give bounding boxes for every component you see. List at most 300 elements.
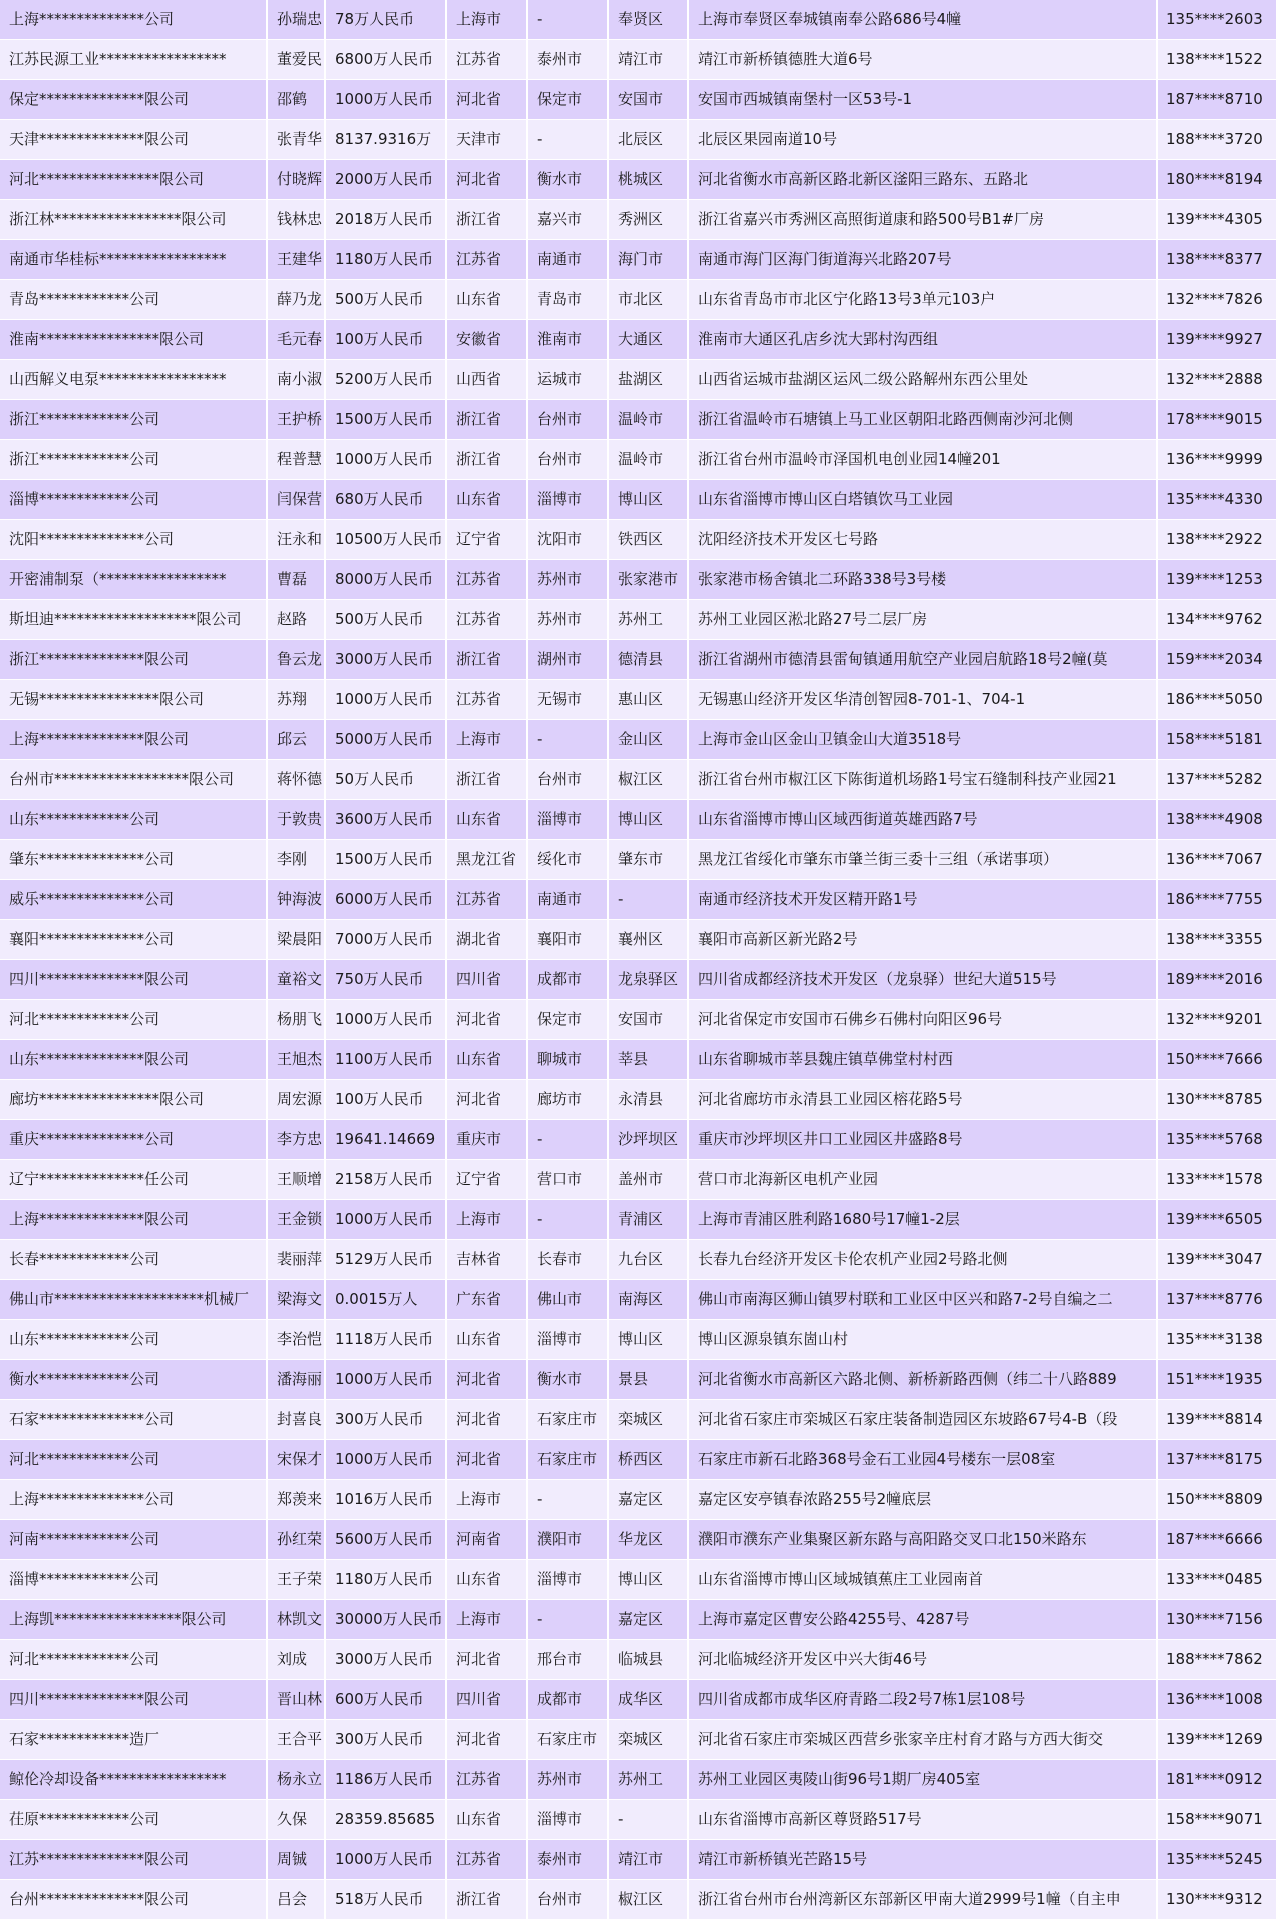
company-cell[interactable]: 廊坊****************限公司	[0, 1080, 267, 1120]
capital-cell[interactable]: 1180万人民币	[325, 240, 446, 280]
legal-rep-cell[interactable]: 张青华	[267, 120, 325, 160]
table-row[interactable]	[0, 1280, 1277, 1320]
phone-cell[interactable]: 132****7826	[1157, 280, 1277, 320]
company-cell[interactable]: 青岛************公司	[0, 280, 267, 320]
address-cell[interactable]: 上海市金山区金山卫镇金山大道3518号	[688, 720, 1157, 760]
table-row[interactable]	[0, 1480, 1277, 1520]
phone-cell[interactable]: 137****8175	[1157, 1440, 1277, 1480]
address-cell[interactable]: 南通市海门区海门街道海兴北路207号	[688, 240, 1157, 280]
address-cell[interactable]: 河北省石家庄市栾城区石家庄装备制造园区东坡路67号4-B（段	[688, 1400, 1157, 1440]
district-cell[interactable]: 温岭市	[608, 440, 688, 480]
city-cell[interactable]: -	[527, 1480, 608, 1520]
capital-cell[interactable]: 1000万人民币	[325, 1360, 446, 1400]
city-cell[interactable]: -	[527, 1120, 608, 1160]
company-cell[interactable]: 河北************公司	[0, 1000, 267, 1040]
phone-cell[interactable]: 158****9071	[1157, 1800, 1277, 1840]
legal-rep-cell[interactable]: 毛元春	[267, 320, 325, 360]
table-row[interactable]	[0, 960, 1277, 1000]
city-cell[interactable]: 淮南市	[527, 320, 608, 360]
company-cell[interactable]: 江苏**************限公司	[0, 1840, 267, 1880]
district-cell[interactable]: 博山区	[608, 480, 688, 520]
address-cell[interactable]: 浙江省台州市温岭市泽国机电创业园14幢201	[688, 440, 1157, 480]
district-cell[interactable]: 靖江市	[608, 40, 688, 80]
capital-cell[interactable]: 1100万人民币	[325, 1040, 446, 1080]
address-cell[interactable]: 山东省淄博市博山区域西街道英雄西路7号	[688, 800, 1157, 840]
city-cell[interactable]: 嘉兴市	[527, 200, 608, 240]
address-cell[interactable]: 山西省运城市盐湖区运风二级公路解州东西公里处	[688, 360, 1157, 400]
phone-cell[interactable]: 186****5050	[1157, 680, 1277, 720]
legal-rep-cell[interactable]: 王金锁	[267, 1200, 325, 1240]
province-cell[interactable]: 河北省	[446, 1080, 527, 1120]
address-cell[interactable]: 浙江省温岭市石塘镇上马工业区朝阳北路西侧南沙河北侧	[688, 400, 1157, 440]
legal-rep-cell[interactable]: 于敦贵	[267, 800, 325, 840]
district-cell[interactable]: 襄州区	[608, 920, 688, 960]
legal-rep-cell[interactable]: 杨永立	[267, 1760, 325, 1800]
company-cell[interactable]: 沈阳**************公司	[0, 520, 267, 560]
legal-rep-cell[interactable]: 潘海丽	[267, 1360, 325, 1400]
company-cell[interactable]: 斯坦迪*******************限公司	[0, 600, 267, 640]
capital-cell[interactable]: 1000万人民币	[325, 1000, 446, 1040]
province-cell[interactable]: 山东省	[446, 280, 527, 320]
phone-cell[interactable]: 135****5768	[1157, 1120, 1277, 1160]
phone-cell[interactable]: 188****3720	[1157, 120, 1277, 160]
district-cell[interactable]: 华龙区	[608, 1520, 688, 1560]
province-cell[interactable]: 上海市	[446, 1200, 527, 1240]
legal-rep-cell[interactable]: 孙瑞忠	[267, 0, 325, 40]
province-cell[interactable]: 四川省	[446, 1680, 527, 1720]
table-row[interactable]	[0, 1200, 1277, 1240]
table-row[interactable]	[0, 520, 1277, 560]
table-row[interactable]	[0, 360, 1277, 400]
province-cell[interactable]: 河北省	[446, 1640, 527, 1680]
city-cell[interactable]: 淄博市	[527, 1560, 608, 1600]
legal-rep-cell[interactable]: 汪永和	[267, 520, 325, 560]
address-cell[interactable]: 黑龙江省绥化市肇东市肇兰街三委十三组（承诺事项）	[688, 840, 1157, 880]
city-cell[interactable]: 苏州市	[527, 600, 608, 640]
capital-cell[interactable]: 100万人民币	[325, 320, 446, 360]
company-cell[interactable]: 威乐**************公司	[0, 880, 267, 920]
company-cell[interactable]: 浙江**************限公司	[0, 640, 267, 680]
company-cell[interactable]: 淄博************公司	[0, 480, 267, 520]
legal-rep-cell[interactable]: 董爱民	[267, 40, 325, 80]
company-cell[interactable]: 辽宁**************任公司	[0, 1160, 267, 1200]
district-cell[interactable]: 景县	[608, 1360, 688, 1400]
capital-cell[interactable]: 3000万人民币	[325, 640, 446, 680]
phone-cell[interactable]: 188****7862	[1157, 1640, 1277, 1680]
company-cell[interactable]: 保定**************限公司	[0, 80, 267, 120]
province-cell[interactable]: 重庆市	[446, 1120, 527, 1160]
company-cell[interactable]: 上海凯*****************限公司	[0, 1600, 267, 1640]
capital-cell[interactable]: 300万人民币	[325, 1400, 446, 1440]
company-cell[interactable]: 佛山市********************机械厂	[0, 1280, 267, 1320]
capital-cell[interactable]: 2018万人民币	[325, 200, 446, 240]
company-cell[interactable]: 石家**************公司	[0, 1400, 267, 1440]
table-row[interactable]	[0, 440, 1277, 480]
legal-rep-cell[interactable]: 王建华	[267, 240, 325, 280]
table-row[interactable]	[0, 1640, 1277, 1680]
district-cell[interactable]: -	[608, 880, 688, 920]
city-cell[interactable]: 沈阳市	[527, 520, 608, 560]
district-cell[interactable]: 苏州工	[608, 600, 688, 640]
company-cell[interactable]: 淮南****************限公司	[0, 320, 267, 360]
company-cell[interactable]: 台州市******************限公司	[0, 760, 267, 800]
legal-rep-cell[interactable]: 孙红荣	[267, 1520, 325, 1560]
phone-cell[interactable]: 136****7067	[1157, 840, 1277, 880]
table-row[interactable]	[0, 1720, 1277, 1760]
city-cell[interactable]: 石家庄市	[527, 1720, 608, 1760]
capital-cell[interactable]: 518万人民币	[325, 1880, 446, 1920]
table-row[interactable]	[0, 1680, 1277, 1720]
company-cell[interactable]: 四川**************限公司	[0, 960, 267, 1000]
phone-cell[interactable]: 139****1269	[1157, 1720, 1277, 1760]
address-cell[interactable]: 浙江省嘉兴市秀洲区高照街道康和路500号B1#厂房	[688, 200, 1157, 240]
phone-cell[interactable]: 150****7666	[1157, 1040, 1277, 1080]
phone-cell[interactable]: 130****8785	[1157, 1080, 1277, 1120]
capital-cell[interactable]: 50万人民币	[325, 760, 446, 800]
legal-rep-cell[interactable]: 邵鹤	[267, 80, 325, 120]
legal-rep-cell[interactable]: 宋保才	[267, 1440, 325, 1480]
company-cell[interactable]: 开密浦制泵（*****************	[0, 560, 267, 600]
province-cell[interactable]: 山东省	[446, 480, 527, 520]
city-cell[interactable]: 泰州市	[527, 1840, 608, 1880]
district-cell[interactable]: 靖江市	[608, 1840, 688, 1880]
table-row[interactable]	[0, 160, 1277, 200]
city-cell[interactable]: 保定市	[527, 1000, 608, 1040]
company-cell[interactable]: 茌原************公司	[0, 1800, 267, 1840]
legal-rep-cell[interactable]: 王合平	[267, 1720, 325, 1760]
legal-rep-cell[interactable]: 王子荣	[267, 1560, 325, 1600]
company-cell[interactable]: 河北************公司	[0, 1640, 267, 1680]
legal-rep-cell[interactable]: 王护桥	[267, 400, 325, 440]
table-row[interactable]	[0, 1880, 1277, 1920]
phone-cell[interactable]: 151****1935	[1157, 1360, 1277, 1400]
city-cell[interactable]: 襄阳市	[527, 920, 608, 960]
table-row[interactable]	[0, 280, 1277, 320]
district-cell[interactable]: 栾城区	[608, 1400, 688, 1440]
phone-cell[interactable]: 135****3138	[1157, 1320, 1277, 1360]
district-cell[interactable]: 北辰区	[608, 120, 688, 160]
address-cell[interactable]: 嘉定区安亭镇春浓路255号2幢底层	[688, 1480, 1157, 1520]
table-row[interactable]	[0, 880, 1277, 920]
legal-rep-cell[interactable]: 付晓辉	[267, 160, 325, 200]
city-cell[interactable]: 南通市	[527, 880, 608, 920]
phone-cell[interactable]: 187****6666	[1157, 1520, 1277, 1560]
city-cell[interactable]: -	[527, 1600, 608, 1640]
district-cell[interactable]: 桃城区	[608, 160, 688, 200]
address-cell[interactable]: 河北省保定市安国市石佛乡石佛村向阳区96号	[688, 1000, 1157, 1040]
district-cell[interactable]: 青浦区	[608, 1200, 688, 1240]
capital-cell[interactable]: 19641.14669	[325, 1120, 446, 1160]
city-cell[interactable]: -	[527, 1200, 608, 1240]
phone-cell[interactable]: 137****8776	[1157, 1280, 1277, 1320]
capital-cell[interactable]: 5200万人民币	[325, 360, 446, 400]
district-cell[interactable]: 沙坪坝区	[608, 1120, 688, 1160]
legal-rep-cell[interactable]: 钱林忠	[267, 200, 325, 240]
province-cell[interactable]: 辽宁省	[446, 520, 527, 560]
address-cell[interactable]: 浙江省台州市椒江区下陈街道机场路1号宝石缝制科技产业园21	[688, 760, 1157, 800]
capital-cell[interactable]: 1118万人民币	[325, 1320, 446, 1360]
province-cell[interactable]: 湖北省	[446, 920, 527, 960]
city-cell[interactable]: 保定市	[527, 80, 608, 120]
province-cell[interactable]: 浙江省	[446, 400, 527, 440]
province-cell[interactable]: 山西省	[446, 360, 527, 400]
capital-cell[interactable]: 30000万人民币	[325, 1600, 446, 1640]
legal-rep-cell[interactable]: 吕会	[267, 1880, 325, 1920]
table-row[interactable]	[0, 1360, 1277, 1400]
table-row[interactable]	[0, 200, 1277, 240]
address-cell[interactable]: 河北临城经济开发区中兴大街46号	[688, 1640, 1157, 1680]
province-cell[interactable]: 河北省	[446, 1000, 527, 1040]
district-cell[interactable]: 海门市	[608, 240, 688, 280]
province-cell[interactable]: 江苏省	[446, 240, 527, 280]
district-cell[interactable]: 市北区	[608, 280, 688, 320]
company-cell[interactable]: 上海**************公司	[0, 1480, 267, 1520]
capital-cell[interactable]: 2158万人民币	[325, 1160, 446, 1200]
phone-cell[interactable]: 139****6505	[1157, 1200, 1277, 1240]
district-cell[interactable]: 安国市	[608, 80, 688, 120]
table-row[interactable]	[0, 840, 1277, 880]
company-cell[interactable]: 南通市华桂标*****************	[0, 240, 267, 280]
capital-cell[interactable]: 600万人民币	[325, 1680, 446, 1720]
capital-cell[interactable]: 3600万人民币	[325, 800, 446, 840]
legal-rep-cell[interactable]: 钟海波	[267, 880, 325, 920]
district-cell[interactable]: 安国市	[608, 1000, 688, 1040]
address-cell[interactable]: 无锡惠山经济开发区华清创智园8-701-1、704-1	[688, 680, 1157, 720]
capital-cell[interactable]: 5000万人民币	[325, 720, 446, 760]
capital-cell[interactable]: 7000万人民币	[325, 920, 446, 960]
phone-cell[interactable]: 189****2016	[1157, 960, 1277, 1000]
address-cell[interactable]: 山东省淄博市博山区域城镇蕉庄工业园南首	[688, 1560, 1157, 1600]
city-cell[interactable]: 青岛市	[527, 280, 608, 320]
company-cell[interactable]: 天津**************限公司	[0, 120, 267, 160]
phone-cell[interactable]: 135****5245	[1157, 1840, 1277, 1880]
capital-cell[interactable]: 78万人民币	[325, 0, 446, 40]
legal-rep-cell[interactable]: 赵路	[267, 600, 325, 640]
legal-rep-cell[interactable]: 李刚	[267, 840, 325, 880]
city-cell[interactable]: 台州市	[527, 400, 608, 440]
phone-cell[interactable]: 138****4908	[1157, 800, 1277, 840]
phone-cell[interactable]: 132****9201	[1157, 1000, 1277, 1040]
company-cell[interactable]: 浙江************公司	[0, 400, 267, 440]
company-cell[interactable]: 石家************造厂	[0, 1720, 267, 1760]
legal-rep-cell[interactable]: 薛乃龙	[267, 280, 325, 320]
legal-rep-cell[interactable]: 邱云	[267, 720, 325, 760]
company-cell[interactable]: 上海**************限公司	[0, 1200, 267, 1240]
legal-rep-cell[interactable]: 晋山林	[267, 1680, 325, 1720]
city-cell[interactable]: 淄博市	[527, 480, 608, 520]
province-cell[interactable]: 江苏省	[446, 880, 527, 920]
address-cell[interactable]: 石家庄市新石北路368号金石工业园4号楼东一层08室	[688, 1440, 1157, 1480]
province-cell[interactable]: 上海市	[446, 1600, 527, 1640]
address-cell[interactable]: 靖江市新桥镇光芒路15号	[688, 1840, 1157, 1880]
city-cell[interactable]: -	[527, 0, 608, 40]
city-cell[interactable]: 苏州市	[527, 1760, 608, 1800]
province-cell[interactable]: 河北省	[446, 1720, 527, 1760]
phone-cell[interactable]: 130****9312	[1157, 1880, 1277, 1920]
table-row[interactable]	[0, 320, 1277, 360]
legal-rep-cell[interactable]: 杨朋飞	[267, 1000, 325, 1040]
capital-cell[interactable]: 1500万人民币	[325, 400, 446, 440]
address-cell[interactable]: 山东省青岛市市北区宁化路13号3单元103户	[688, 280, 1157, 320]
table-row[interactable]	[0, 1040, 1277, 1080]
table-row[interactable]	[0, 1120, 1277, 1160]
province-cell[interactable]: 江苏省	[446, 680, 527, 720]
province-cell[interactable]: 河南省	[446, 1520, 527, 1560]
capital-cell[interactable]: 1180万人民币	[325, 1560, 446, 1600]
address-cell[interactable]: 河北省衡水市高新区路北新区滏阳三路东、五路北	[688, 160, 1157, 200]
phone-cell[interactable]: 137****5282	[1157, 760, 1277, 800]
address-cell[interactable]: 长春九台经济开发区卡伦农机产业园2号路北侧	[688, 1240, 1157, 1280]
province-cell[interactable]: 河北省	[446, 1400, 527, 1440]
company-cell[interactable]: 河南************公司	[0, 1520, 267, 1560]
province-cell[interactable]: 天津市	[446, 120, 527, 160]
district-cell[interactable]: 南海区	[608, 1280, 688, 1320]
address-cell[interactable]: 四川省成都经济技术开发区（龙泉驿）世纪大道515号	[688, 960, 1157, 1000]
province-cell[interactable]: 山东省	[446, 1040, 527, 1080]
address-cell[interactable]: 靖江市新桥镇德胜大道6号	[688, 40, 1157, 80]
table-row[interactable]	[0, 120, 1277, 160]
city-cell[interactable]: 濮阳市	[527, 1520, 608, 1560]
phone-cell[interactable]: 134****9762	[1157, 600, 1277, 640]
legal-rep-cell[interactable]: 李方忠	[267, 1120, 325, 1160]
district-cell[interactable]: 温岭市	[608, 400, 688, 440]
city-cell[interactable]: -	[527, 720, 608, 760]
legal-rep-cell[interactable]: 周宏源	[267, 1080, 325, 1120]
district-cell[interactable]: 大通区	[608, 320, 688, 360]
address-cell[interactable]: 博山区源泉镇东崮山村	[688, 1320, 1157, 1360]
province-cell[interactable]: 山东省	[446, 800, 527, 840]
phone-cell[interactable]: 136****1008	[1157, 1680, 1277, 1720]
phone-cell[interactable]: 139****8814	[1157, 1400, 1277, 1440]
company-cell[interactable]: 浙江林*****************限公司	[0, 200, 267, 240]
district-cell[interactable]: 椒江区	[608, 1880, 688, 1920]
table-row[interactable]	[0, 1400, 1277, 1440]
province-cell[interactable]: 浙江省	[446, 440, 527, 480]
table-row[interactable]	[0, 1600, 1277, 1640]
legal-rep-cell[interactable]: 程普慧	[267, 440, 325, 480]
district-cell[interactable]: 秀洲区	[608, 200, 688, 240]
capital-cell[interactable]: 1500万人民币	[325, 840, 446, 880]
company-cell[interactable]: 肇东**************公司	[0, 840, 267, 880]
district-cell[interactable]: 德清县	[608, 640, 688, 680]
district-cell[interactable]: 临城县	[608, 1640, 688, 1680]
capital-cell[interactable]: 100万人民币	[325, 1080, 446, 1120]
district-cell[interactable]: 苏州工	[608, 1760, 688, 1800]
legal-rep-cell[interactable]: 苏翔	[267, 680, 325, 720]
capital-cell[interactable]: 10500万人民币	[325, 520, 446, 560]
table-row[interactable]	[0, 1560, 1277, 1600]
address-cell[interactable]: 沈阳经济技术开发区七号路	[688, 520, 1157, 560]
phone-cell[interactable]: 133****1578	[1157, 1160, 1277, 1200]
company-cell[interactable]: 台州**************限公司	[0, 1880, 267, 1920]
province-cell[interactable]: 山东省	[446, 1800, 527, 1840]
company-cell[interactable]: 河北****************限公司	[0, 160, 267, 200]
legal-rep-cell[interactable]: 郑羡来	[267, 1480, 325, 1520]
district-cell[interactable]: 盐湖区	[608, 360, 688, 400]
capital-cell[interactable]: 3000万人民币	[325, 1640, 446, 1680]
city-cell[interactable]: 运城市	[527, 360, 608, 400]
address-cell[interactable]: 营口市北海新区电机产业园	[688, 1160, 1157, 1200]
legal-rep-cell[interactable]: 闫保营	[267, 480, 325, 520]
table-row[interactable]	[0, 640, 1277, 680]
address-cell[interactable]: 佛山市南海区狮山镇罗村联和工业区中区兴和路7-2号自编之二	[688, 1280, 1157, 1320]
company-cell[interactable]: 衡水************公司	[0, 1360, 267, 1400]
table-row[interactable]	[0, 560, 1277, 600]
company-cell[interactable]: 山东**************限公司	[0, 1040, 267, 1080]
phone-cell[interactable]: 135****4330	[1157, 480, 1277, 520]
table-row[interactable]	[0, 920, 1277, 960]
company-cell[interactable]: 河北************公司	[0, 1440, 267, 1480]
phone-cell[interactable]: 138****3355	[1157, 920, 1277, 960]
table-row[interactable]	[0, 480, 1277, 520]
city-cell[interactable]: 无锡市	[527, 680, 608, 720]
city-cell[interactable]: 湖州市	[527, 640, 608, 680]
company-cell[interactable]: 浙江************公司	[0, 440, 267, 480]
phone-cell[interactable]: 186****7755	[1157, 880, 1277, 920]
address-cell[interactable]: 淮南市大通区孔店乡沈大郢村沟西组	[688, 320, 1157, 360]
city-cell[interactable]: 淄博市	[527, 800, 608, 840]
district-cell[interactable]: 栾城区	[608, 1720, 688, 1760]
province-cell[interactable]: 江苏省	[446, 1840, 527, 1880]
address-cell[interactable]: 河北省廊坊市永清县工业园区榕花路5号	[688, 1080, 1157, 1120]
address-cell[interactable]: 山东省聊城市莘县魏庄镇草佛堂村村西	[688, 1040, 1157, 1080]
address-cell[interactable]: 山东省淄博市博山区白塔镇饮马工业园	[688, 480, 1157, 520]
district-cell[interactable]: 椒江区	[608, 760, 688, 800]
phone-cell[interactable]: 150****8809	[1157, 1480, 1277, 1520]
legal-rep-cell[interactable]: 久保	[267, 1800, 325, 1840]
capital-cell[interactable]: 750万人民币	[325, 960, 446, 1000]
company-cell[interactable]: 无锡****************限公司	[0, 680, 267, 720]
phone-cell[interactable]: 139****1253	[1157, 560, 1277, 600]
city-cell[interactable]: 淄博市	[527, 1320, 608, 1360]
capital-cell[interactable]: 0.0015万人	[325, 1280, 446, 1320]
phone-cell[interactable]: 138****8377	[1157, 240, 1277, 280]
capital-cell[interactable]: 1000万人民币	[325, 80, 446, 120]
address-cell[interactable]: 张家港市杨舍镇北二环路338号3号楼	[688, 560, 1157, 600]
phone-cell[interactable]: 135****2603	[1157, 0, 1277, 40]
address-cell[interactable]: 浙江省台州市台州湾新区东部新区甲南大道2999号1幢（自主申	[688, 1880, 1157, 1920]
company-cell[interactable]: 四川**************限公司	[0, 1680, 267, 1720]
capital-cell[interactable]: 300万人民币	[325, 1720, 446, 1760]
phone-cell[interactable]: 130****7156	[1157, 1600, 1277, 1640]
legal-rep-cell[interactable]: 李治恺	[267, 1320, 325, 1360]
province-cell[interactable]: 浙江省	[446, 1880, 527, 1920]
phone-cell[interactable]: 178****9015	[1157, 400, 1277, 440]
table-row[interactable]	[0, 680, 1277, 720]
address-cell[interactable]: 山东省淄博市高新区尊贤路517号	[688, 1800, 1157, 1840]
phone-cell[interactable]: 158****5181	[1157, 720, 1277, 760]
city-cell[interactable]: 台州市	[527, 760, 608, 800]
capital-cell[interactable]: 1000万人民币	[325, 1840, 446, 1880]
province-cell[interactable]: 上海市	[446, 0, 527, 40]
city-cell[interactable]: 石家庄市	[527, 1440, 608, 1480]
phone-cell[interactable]: 136****9999	[1157, 440, 1277, 480]
legal-rep-cell[interactable]: 刘成	[267, 1640, 325, 1680]
capital-cell[interactable]: 1016万人民币	[325, 1480, 446, 1520]
city-cell[interactable]: 衡水市	[527, 160, 608, 200]
city-cell[interactable]: 石家庄市	[527, 1400, 608, 1440]
capital-cell[interactable]: 1000万人民币	[325, 1440, 446, 1480]
district-cell[interactable]: 铁西区	[608, 520, 688, 560]
district-cell[interactable]: 莘县	[608, 1040, 688, 1080]
phone-cell[interactable]: 139****3047	[1157, 1240, 1277, 1280]
capital-cell[interactable]: 28359.85685	[325, 1800, 446, 1840]
province-cell[interactable]: 山东省	[446, 1320, 527, 1360]
table-row[interactable]	[0, 1320, 1277, 1360]
phone-cell[interactable]: 132****2888	[1157, 360, 1277, 400]
table-row[interactable]	[0, 1160, 1277, 1200]
table-row[interactable]	[0, 800, 1277, 840]
